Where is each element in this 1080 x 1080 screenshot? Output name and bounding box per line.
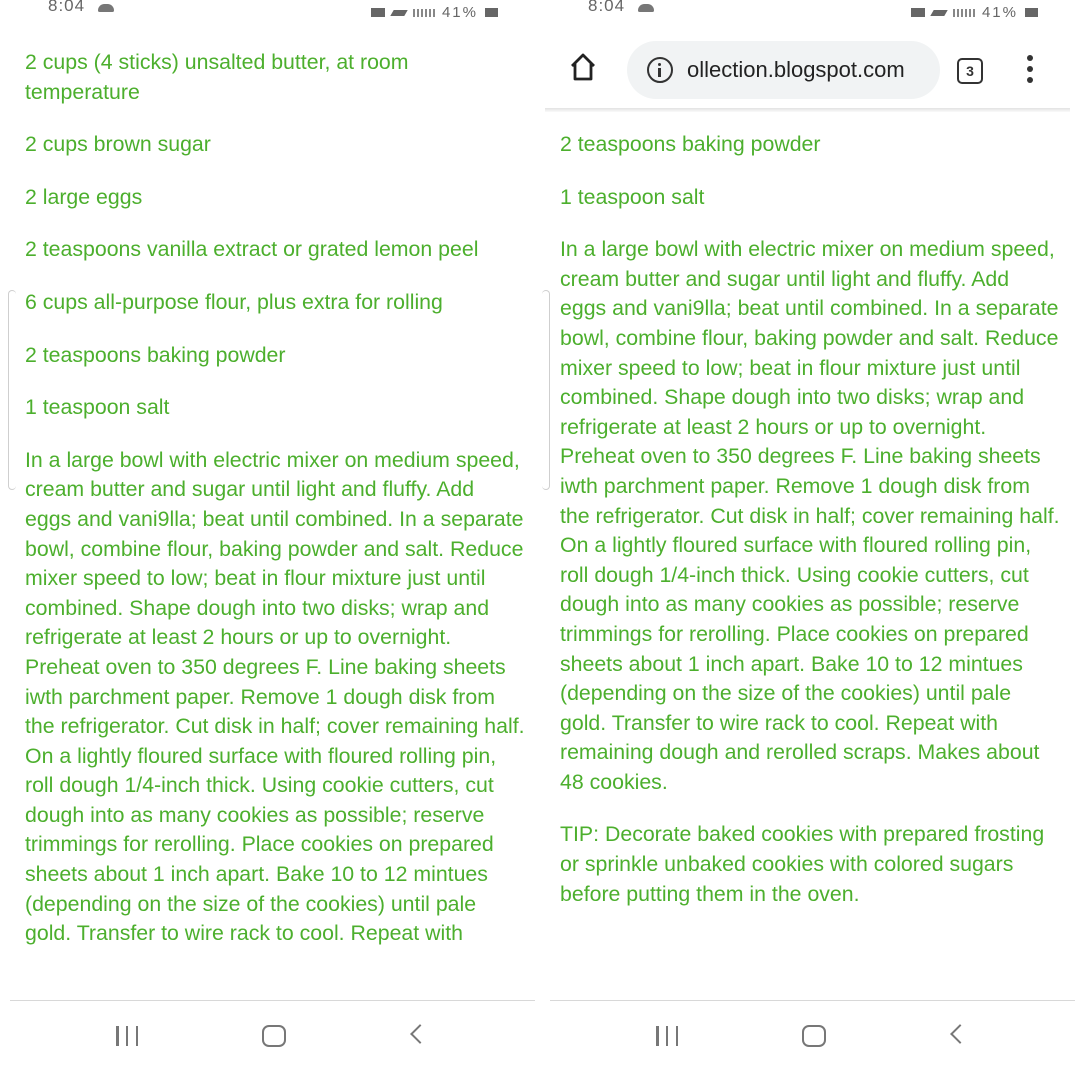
url-bar[interactable] — [627, 41, 940, 99]
recipe-content — [560, 130, 1060, 932]
home-icon[interactable] — [568, 52, 598, 82]
battery-percent: 41% — [441, 4, 478, 21]
battery-percent: 41% — [981, 4, 1018, 21]
right-screenshot-panel — [540, 0, 1080, 1080]
recipe-content — [25, 48, 525, 972]
battery-icon — [1025, 8, 1038, 17]
info-icon[interactable] — [647, 57, 673, 83]
ingredient-baking-powder: 2 teaspoons baking powder — [560, 132, 821, 156]
edge-panel-handle[interactable] — [8, 290, 16, 490]
toolbar-shadow — [545, 108, 1070, 112]
signal-icon — [953, 9, 975, 17]
status-icons — [371, 4, 498, 21]
recent-apps-icon[interactable] — [656, 1026, 678, 1046]
more-vert-icon[interactable] — [1025, 55, 1035, 87]
weather-icon — [98, 4, 114, 12]
tip-paragraph: TIP: Decorate baked cookies with prepared frosting or sprinkle unbaked cookies with colored sugars before putting them in the oven. — [560, 822, 1045, 906]
url-text[interactable]: ollection.blogspot.com — [687, 57, 905, 82]
back-chevron-icon[interactable] — [410, 1024, 430, 1044]
ingredient-salt: 1 teaspoon salt — [25, 395, 170, 420]
battery-icon — [485, 8, 498, 17]
ingredient-salt: 1 teaspoon salt — [560, 184, 705, 209]
home-circle-icon[interactable] — [802, 1025, 826, 1047]
status-bar — [540, 0, 1080, 28]
ingredient-eggs: 2 large eggs — [25, 184, 143, 209]
recent-apps-icon[interactable] — [116, 1026, 138, 1046]
ingredient-brown-sugar: 2 cups brown sugar — [25, 132, 211, 157]
status-bar — [0, 0, 540, 28]
instructions-paragraph: In a large bowl with electric mixer on medium speed, cream butter and sugar until light and fluffy. Add eggs and vani9lla; beat until combined. In a separate bowl, combine flour, baking powder and salt. Reduce mixer speed to low; beat in flour mixture just until combined. Shape dough into two disks; wrap and refrigerate at least 2 hours or up to overnight. Preheat oven to 350 degrees F. Line baking sheets iwth parchment paper. Remove 1 dough disk from the refrigerator. Cut disk in half; cover remaining half. On a lightly floured surface with floured rolling pin, roll dough 1/4-inch thick. Using cookie cutters, cut dough into as many cookies as possible; reserve trimmings for rerolling. Place cookies on prepared sheets about 1 inch apart. Bake 10 to 12 mintues (depending on the size of the cookies) until pale gold. Transfer to wire rack to cool. Repeat with — [25, 447, 525, 946]
signal-icon — [413, 9, 435, 17]
system-nav-bar — [0, 1001, 540, 1080]
back-chevron-icon[interactable] — [950, 1024, 970, 1044]
ingredient-baking-powder: 2 teaspoons baking powder — [25, 342, 286, 367]
mute-icon — [371, 8, 385, 17]
ingredient-butter: 2 cups (4 sticks) unsalted butter, at room temperature — [25, 50, 409, 104]
browser-toolbar — [550, 38, 1075, 102]
weather-icon — [638, 4, 654, 12]
wifi-off-icon — [930, 10, 947, 16]
status-time: 8:04 — [588, 0, 626, 15]
edge-panel-handle[interactable] — [542, 290, 550, 490]
instructions-paragraph: In a large bowl with electric mixer on medium speed, cream butter and sugar until light and fluffy. Add eggs and vani9lla; beat until combined. In a separate bowl, combine flour, baking powder and salt. Reduce mixer speed to low; beat in flour mixture just until combined. Shape dough into two disks; wrap and refrigerate at least 2 hours or up to overnight. Preheat oven to 350 degrees F. Line baking sheets iwth parchment paper. Remove 1 dough disk from the refrigerator. Cut disk in half; cover remaining half. On a lightly floured surface with floured rolling pin, roll dough 1/4-inch thick. Using cookie cutters, cut dough into as many cookies as possible; reserve trimmings for rerolling. Place cookies on prepared sheets about 1 inch apart. Bake 10 to 12 mintues (depending on the size of the cookies) until pale gold. Transfer to wire rack to cool. Repeat with remaining dough and rerolled scraps. Makes about 48 cookies. — [560, 237, 1060, 794]
wifi-off-icon — [390, 10, 407, 16]
ingredient-flour: 6 cups all-purpose flour, plus extra for rolling — [25, 289, 443, 314]
system-nav-bar — [540, 1001, 1080, 1080]
ingredient-vanilla: 2 teaspoons vanilla extract or grated lemon peel — [25, 237, 479, 262]
status-icons — [911, 4, 1038, 21]
mute-icon — [911, 8, 925, 17]
tab-switcher-button[interactable]: 3 — [957, 58, 983, 84]
status-time: 8:04 — [48, 0, 86, 15]
home-circle-icon[interactable] — [262, 1025, 286, 1047]
